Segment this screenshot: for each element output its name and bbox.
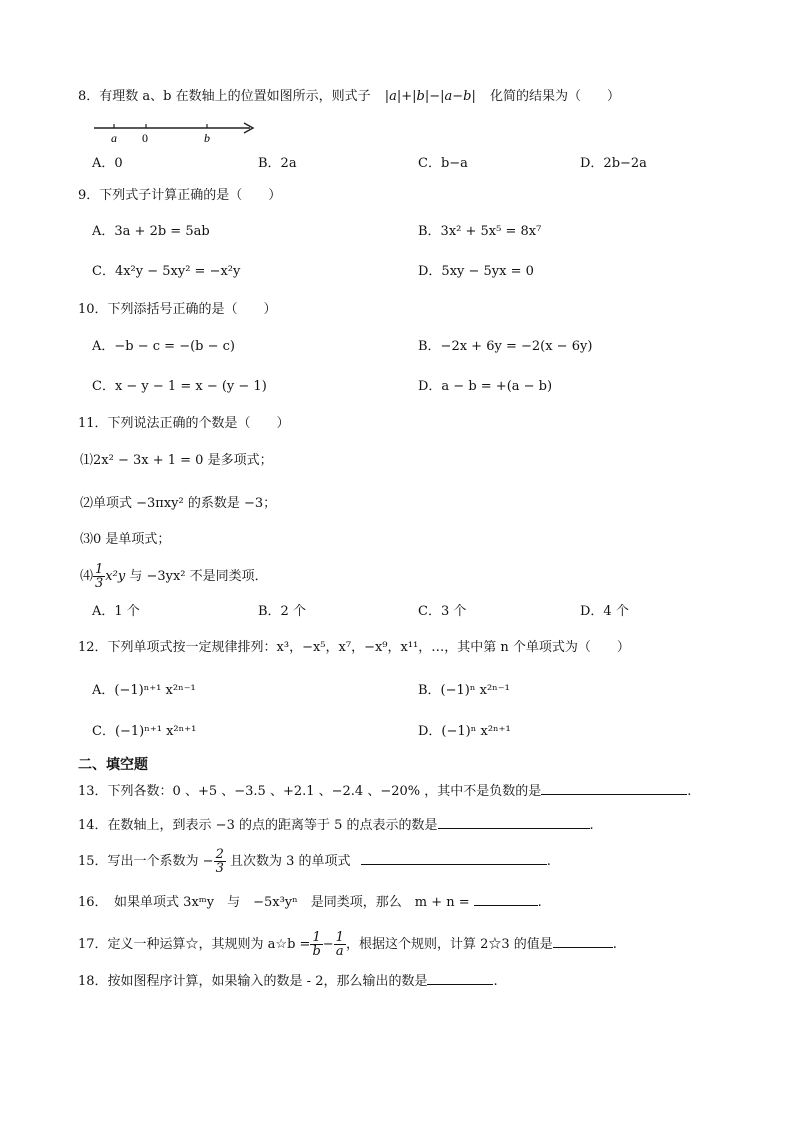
q15-answer-blank[interactable]: [361, 850, 547, 865]
fraction-denominator: a: [335, 944, 344, 959]
q17-minus: −: [322, 937, 334, 952]
q10-option-c[interactable]: C．x − y − 1 = x − (y − 1): [92, 379, 267, 394]
q15-pre: 15．写出一个系数为 −: [78, 854, 214, 869]
q12-option-d[interactable]: D．(−1)ⁿ x²ⁿ⁺¹: [418, 724, 511, 739]
question-13: [78, 780, 691, 801]
question-10: 10．下列添括号正确的是（ ）: [78, 302, 277, 317]
q16-end: .: [537, 895, 542, 910]
axis-label-a: a: [111, 131, 117, 145]
fraction-one-over-b: [310, 931, 322, 958]
q12-option-c[interactable]: C．(−1)ⁿ⁺¹ x²ⁿ⁺¹: [92, 724, 197, 739]
q13-answer-blank[interactable]: [541, 780, 687, 795]
question-17: [78, 931, 617, 958]
q14-text: 14．在数轴上，到表示 −3 的点的距离等于 5 的点表示的数是: [78, 818, 438, 833]
q11-option-d[interactable]: D．4 个: [580, 604, 629, 619]
q16-text: 16． 如果单项式 3xᵐy 与 −5x³yⁿ 是同类项，那么 m + n =: [78, 895, 470, 910]
q8-number: 8．: [78, 89, 100, 104]
fraction-numerator: 1: [310, 931, 322, 945]
q9-option-b[interactable]: B．3x² + 5x⁵ = 8x⁷: [418, 224, 542, 239]
fraction-one-third: [93, 563, 105, 590]
number-line-diagram: [90, 118, 265, 148]
fraction-denominator: 3: [95, 576, 104, 591]
question-18: [78, 970, 498, 991]
q8-expression: |a|+|b|−|a−b|: [384, 89, 476, 104]
q8-text: 有理数 a、b 在数轴上的位置如图所示，则式子: [99, 89, 371, 104]
fraction-denominator: b: [312, 944, 321, 959]
q18-text: 18．按如图程序计算，如果输入的数是 - 2，那么输出的数是: [78, 974, 428, 989]
q8-tail: 化简的结果为（ ）: [490, 89, 621, 104]
q17-pre: 17．定义一种运算☆，其规则为 a☆b =: [78, 937, 311, 952]
q11-statement-2: ⑵单项式 −3πxy² 的系数是 −3；: [80, 496, 277, 511]
q10-option-a[interactable]: A．−b − c = −(b − c): [92, 339, 235, 354]
q11-option-c[interactable]: C．3 个: [418, 604, 467, 619]
q15-post: 且次数为 3 的单项式: [230, 854, 351, 869]
q11-statement-4: [80, 563, 268, 590]
q9-option-a[interactable]: A．3a + 2b = 5ab: [92, 224, 210, 239]
question-8: [78, 88, 620, 106]
question-12: 12．下列单项式按一定规律排列：x³，−x⁵，x⁷，−x⁹，x¹¹，…，其中第 n 个单项式为（ ）: [78, 640, 630, 655]
q9-option-d[interactable]: D．5xy − 5yx = 0: [418, 264, 534, 279]
q11-statement-1: ⑴2x² − 3x + 1 = 0 是多项式；: [80, 453, 273, 468]
q13-text: 13．下列各数：0 、+5 、−3.5 、+2.1 、−2.4 、−20% ，其中不是负数的是: [78, 784, 542, 799]
question-15: [78, 848, 551, 875]
question-9: 9．下列式子计算正确的是（ ）: [78, 188, 282, 203]
q11-statement-4-term: x²y: [105, 569, 126, 584]
fraction-numerator: 1: [335, 930, 344, 945]
fraction-two-thirds: [214, 848, 226, 875]
q11-option-a[interactable]: A．1 个: [92, 604, 140, 619]
q15-end: .: [546, 854, 551, 869]
section-fill-in-title: 二、填空题: [78, 757, 148, 773]
fraction-numerator: 1: [95, 562, 104, 577]
fraction-one-over-a: [334, 931, 346, 958]
axis-label-b: b: [204, 131, 210, 145]
question-11: 11．下列说法正确的个数是（ ）: [78, 416, 290, 431]
q8-option-c[interactable]: C．b−a: [418, 156, 468, 171]
axis-label-0: 0: [142, 131, 148, 145]
q12-option-b[interactable]: B．(−1)ⁿ x²ⁿ⁻¹: [418, 683, 510, 698]
question-14: [78, 814, 594, 835]
q8-option-d[interactable]: D．2b−2a: [580, 156, 647, 171]
q17-end: .: [612, 937, 617, 952]
q11-statement-4-rest: 与 −3yx² 不是同类项．: [129, 569, 268, 584]
q16-answer-blank[interactable]: [474, 891, 538, 906]
q18-answer-blank[interactable]: [427, 970, 493, 985]
q11-statement-4-prefix: ⑷: [80, 569, 94, 584]
fraction-denominator: 3: [215, 861, 224, 876]
q17-post: ，根据这个规则，计算 2☆3 的值是: [345, 937, 553, 952]
q12-option-a[interactable]: A．(−1)ⁿ⁺¹ x²ⁿ⁻¹: [92, 683, 196, 698]
q8-option-b[interactable]: B．2a: [258, 156, 297, 171]
q11-option-b[interactable]: B．2 个: [258, 604, 306, 619]
question-16: [78, 891, 542, 912]
q10-option-d[interactable]: D．a − b = +(a − b): [418, 379, 553, 394]
q14-end: .: [589, 818, 594, 833]
q8-option-a[interactable]: A．0: [92, 156, 123, 171]
q18-end: .: [493, 974, 498, 989]
q10-option-b[interactable]: B．−2x + 6y = −2(x − 6y): [418, 339, 593, 354]
q17-answer-blank[interactable]: [553, 933, 613, 948]
q13-end: .: [687, 784, 692, 799]
q11-statement-3: ⑶0 是单项式；: [80, 532, 171, 547]
q14-answer-blank[interactable]: [438, 814, 590, 829]
q9-option-c[interactable]: C．4x²y − 5xy² = −x²y: [92, 264, 241, 279]
fraction-numerator: 2: [215, 847, 224, 862]
